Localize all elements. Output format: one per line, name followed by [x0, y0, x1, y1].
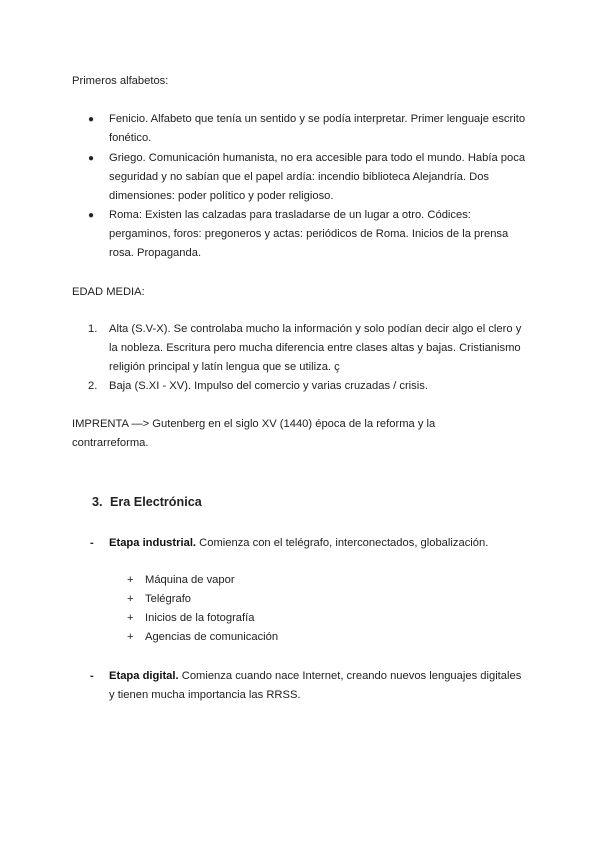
list-number: 2. [88, 380, 98, 392]
list-item-griego: Griego. Comunicación humanista, no era accesible para todo el mundo. Había poca seguridad y no sabían que el papel ardía: incendio biblioteca Alejandría. Dos dimensiones: poder político y poder religioso. [109, 152, 526, 202]
list-number: 1. [88, 323, 98, 335]
heading-edad-media: EDAD MEDIA: [72, 286, 145, 298]
dash-marker: - [90, 537, 94, 549]
bullet-icon: ● [88, 114, 95, 125]
section-title: Era Electrónica [110, 495, 202, 509]
paragraph-etapa-digital [109, 667, 529, 705]
sub-item-telegrafo: Telégrafo [145, 593, 192, 605]
list-item-alta: Alta (S.V-X). Se controlaba mucho la información y solo podían decir algo el clero y la nobleza. Escritura pero mucha diferencia entre clases altas y bajas. Cristianismo religión principal y latín lengua que se utiliza. ç [109, 323, 522, 373]
plus-marker: + [127, 612, 134, 624]
label-etapa-industrial: Etapa industrial. [109, 537, 197, 549]
list-item-baja: Baja (S.XI - XV). Impulso del comercio y varias cruzadas / crisis. [109, 380, 428, 392]
sub-item-agencias: Agencias de comunicación [145, 631, 279, 643]
list-item-fenicio: Fenicio. Alfabeto que tenía un sentido y se podía interpretar. Primer lenguaje escrito fonético. [109, 113, 526, 144]
text-etapa-industrial: Comienza con el telégrafo, interconectados, globalización. [196, 537, 489, 549]
plus-marker: + [127, 631, 134, 643]
heading-primeros-alfabetos: Primeros alfabetos: [72, 75, 169, 87]
sub-item-fotografia: Inicios de la fotografía [145, 612, 255, 624]
list-item-roma: Roma: Existen las calzadas para trasladarse de un lugar a otro. Códices: pergaminos, foros: pregoneros y actas: periódicos de Roma. Inicios de la prensa rosa. Propaganda. [109, 209, 509, 259]
dash-marker: - [90, 670, 94, 682]
sub-item-maquina-vapor: Máquina de vapor [145, 574, 235, 586]
text-etapa-digital: Comienza cuando nace Internet, creando nuevos lenguajes digitales y tienen mucha importancia las RRSS. [109, 670, 522, 701]
section-number: 3. [92, 495, 103, 509]
label-etapa-digital: Etapa digital. [109, 670, 179, 682]
bullet-icon: ● [88, 210, 95, 221]
plus-marker: + [127, 593, 134, 605]
bullet-icon: ● [88, 153, 95, 164]
plus-marker: + [127, 574, 134, 586]
paragraph-imprenta: IMPRENTA —> Gutenberg en el siglo XV (1440) época de la reforma y la contrarreforma. [72, 418, 436, 449]
paragraph-etapa-industrial [109, 534, 489, 553]
